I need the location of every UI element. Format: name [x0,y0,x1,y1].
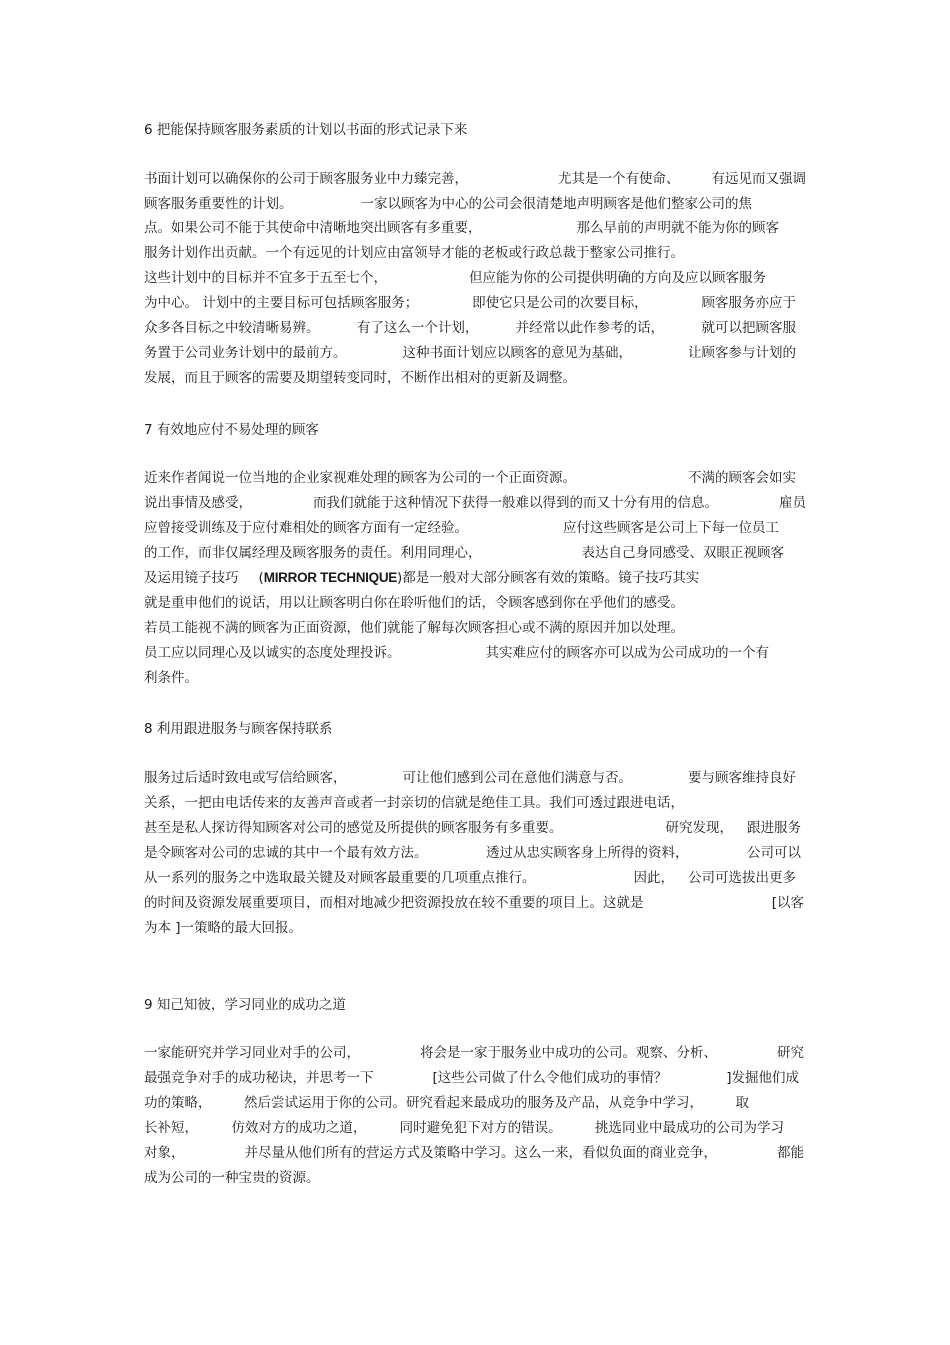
section-8-line-7: 为本 ]一策略的最大回报。 [144,920,303,936]
section-8-line-3: 甚至是私人探访得知顾客对公司的感觉及所提供的顾客服务有多重要。 研究发现， 跟进服务 [144,820,801,836]
section-9-line-3: 功的策略， 然后尝试运用于你的公司。研究看起来最成功的服务及产品，从竞争中学习， 取 [144,1095,749,1111]
section-8-line-5: 从一系列的服务之中选取最关键及对顾客最重要的几项重点推行。 因此， 公司可选拔出更多 [144,870,796,886]
section-7-line-5: 及运用镜子技巧 ( MIRROR TECHNIQUE )都是一般对大部分顾客有效的策略。镜子技巧其实 [144,570,700,586]
section-6-line-3: 点。如果公司不能于其使命中清晰地突出顾客有多重要， 那么早前的声明就不能为你的顾客 [144,220,779,236]
section-6-heading: 6 把能保持顾客服务素质的计划以书面的形式记录下来 [144,122,468,138]
section-6-line-8: 务置于公司业务计划中的最前方。 这种书面计划应以顾客的意见为基础， 让顾客参与计划的 [144,345,796,361]
section-9-line-6: 成为公司的一种宝贵的资源。 [144,1170,320,1186]
section-6-line-5: 这些计划中的目标并不宜多于五至七个， 但应能为你的公司提供明确的方向及应以顾客服务 [144,270,766,286]
section-7-line-1: 近来作者闻说一位当地的企业家视难处理的顾客为公司的一个正面资源。 不满的顾客会如实 [144,470,796,486]
section-7-line-6: 就是重申他们的说话，用以让顾客明白你在聆听他们的话，令顾客感到你在乎他们的感受。 [144,595,684,611]
section-6-line-9: 发展，而且于顾客的需要及期望转变同时，不断作出相对的更新及调整。 [144,370,576,386]
section-9-line-1: 一家能研究并学习同业对手的公司， 将会是一家于服务业中成功的公司。观察、分析、 研究 [144,1045,804,1061]
section-9-line-4: 长补短， 仿效对方的成功之道， 同时避免犯下对方的错误。 挑选同业中最成功的公司为学习 [144,1120,784,1136]
section-7-line-8: 员工应以同理心及以诚实的态度处理投诉。 其实难应付的顾客亦可以成为公司成功的一个有 [144,645,769,661]
section-7-line-2: 说出事情及感受， 而我们就能于这种情况下获得一般难以得到的而又十分有用的信息。 雇员 [144,495,806,511]
section-7-line-4: 的工作，而非仅属经理及顾客服务的责任。利用同理心， 表达自己身同感受、双眼正视顾客 [144,545,784,561]
section-8-heading: 8 利用跟进服务与顾客保持联系 [144,721,333,737]
section-6-line-2: 顾客服务重要性的计划。 一家以顾客为中心的公司会很清楚地声明顾客是他们整家公司的焦 [144,196,752,212]
section-9-line-2: 最强竞争对手的成功秘诀，并思考一下 [这些公司做了什么令他们成功的事情？ ]发掘他们成 [144,1070,799,1086]
section-8-line-4: 是令顾客对公司的忠诚的其中一个最有效方法。 透过从忠实顾客身上所得的资料， 公司可以 [144,845,801,861]
section-8-line-1: 服务过后适时致电或写信给顾客， 可让他们感到公司在意他们满意与否。 要与顾客维持良好 [144,770,796,786]
section-9-heading: 9 知己知彼，学习同业的成功之道 [144,997,346,1013]
section-8-line-2: 关系，一把由电话传来的友善声音或者一封亲切的信就是绝佳工具。我们可透过跟进电话， [144,795,684,811]
section-6-line-4: 服务计划作出贡献。一个有远见的计划应由富领导才能的老板或行政总裁于整家公司推行。 [144,245,684,261]
section-7-line-3: 应曾接受训练及于应付难相处的顾客方面有一定经验。 应付这些顾客是公司上下每一位员工 [144,520,779,536]
section-9-line-5: 对象， 并尽量从他们所有的营运方式及策略中学习。这么一来，看似负面的商业竞争， 都能 [144,1145,804,1161]
mirror-technique-term: MIRROR TECHNIQUE [263,570,397,585]
section-7-line-9: 利条件。 [144,670,198,686]
section-6-line-6: 为中心。 计划中的主要目标可包括顾客服务； 即使它只是公司的次要目标， 顾客服务亦应于 [144,295,796,311]
section-7-heading: 7 有效地应付不易处理的顾客 [144,422,319,438]
section-7-line-7: 若员工能视不满的顾客为正面资源，他们就能了解每次顾客担心或不满的原因并加以处理。 [144,620,684,636]
section-6-line-1: 书面计划可以确保你的公司于顾客服务业中力臻完善， 尤其是一个有使命、 有远见而又强调 [144,171,806,187]
section-6-line-7: 众多各目标之中较清晰易辨。 有了这么一个计划， 并经常以此作参考的话， 就可以把顾客服 [144,320,796,336]
section-8-line-6: 的时间及资源发展重要项目，而相对地减少把资源投放在较不重要的项目上。这就是 [以客 [144,895,804,911]
